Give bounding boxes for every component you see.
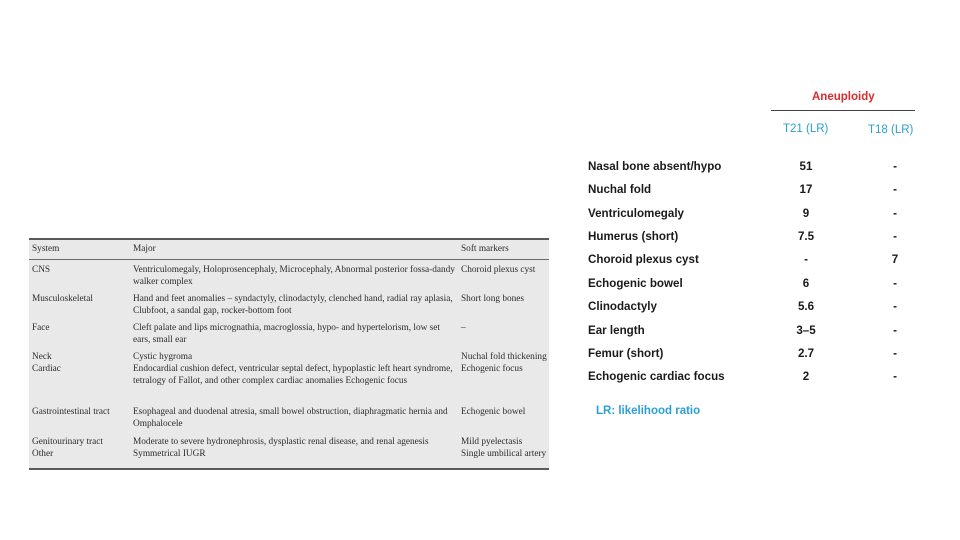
aneuploidy-header: Aneuploidy — [812, 91, 875, 103]
t21-value: 7.5 — [797, 230, 815, 243]
row-soft-marker: – — [461, 323, 466, 333]
row-soft-marker: Choroid plexus cyst — [461, 265, 536, 275]
likelihood-ratio-table — [580, 80, 940, 500]
row-major: Esophageal and duodenal atresia, small bowel obstruction, diaphragmatic hernia and Omphalocele — [133, 407, 448, 429]
marker-label: Echogenic bowel — [588, 277, 683, 290]
t21-column-header: T21 (LR) — [783, 123, 829, 135]
t18-value: - — [893, 324, 897, 337]
t21-value: 2.7 — [797, 347, 815, 360]
t21-value: 6 — [802, 277, 810, 290]
row-major: Cleft palate and lips micrognathia, macroglossia, hypo- and hypertelorism, low set ears, small ear — [133, 323, 440, 345]
marker-label: Clinodactyly — [588, 300, 657, 313]
marker-label: Femur (short) — [588, 347, 664, 360]
t18-value: - — [893, 347, 897, 360]
table-header-rule — [29, 259, 549, 260]
marker-label: Nasal bone absent/hypo — [588, 160, 722, 173]
marker-row — [588, 370, 928, 388]
marker-row — [588, 183, 928, 201]
row-system: Musculoskeletal — [32, 294, 93, 304]
marker-row — [588, 253, 928, 271]
row-soft-marker: Echogenic focus — [461, 364, 523, 374]
row-system: Genitourinary tract — [32, 437, 103, 447]
header-system: System — [32, 244, 60, 254]
anomalies-table — [29, 238, 549, 470]
row-system: CNS — [32, 265, 51, 275]
row-major: Cystic hygroma — [133, 352, 193, 362]
row-system: Other — [32, 449, 54, 459]
t18-value: - — [893, 277, 897, 290]
table-top-rule — [29, 238, 549, 240]
marker-row — [588, 324, 928, 342]
marker-label: Ear length — [588, 324, 645, 337]
marker-label: Nuchal fold — [588, 183, 652, 196]
marker-row — [588, 300, 928, 318]
row-soft-marker: Single umbilical artery — [461, 449, 547, 459]
row-major: Endocardial cushion defect, ventricular septal defect, hypoplastic left heart syndrome, tetralogy of Fallot, and other complex cardiac anomalies Echogenic focus — [133, 364, 453, 386]
row-soft-marker: Echogenic bowel — [461, 407, 526, 417]
marker-label: Choroid plexus cyst — [588, 253, 699, 266]
row-major: Moderate to severe hydronephrosis, dysplastic renal disease, and renal agenesis — [133, 437, 429, 447]
t21-value: 51 — [799, 160, 813, 173]
row-soft-marker: Short long bones — [461, 294, 525, 304]
lr-footnote: LR: likelihood ratio — [596, 405, 701, 417]
row-system: Neck — [32, 352, 52, 362]
t21-value: 2 — [802, 370, 810, 383]
marker-row — [588, 230, 928, 248]
t18-value: 7 — [891, 253, 899, 266]
t21-value: 3–5 — [796, 324, 816, 337]
row-major: Symmetrical IUGR — [133, 449, 206, 459]
row-system: Cardiac — [32, 364, 61, 374]
t18-value: - — [893, 160, 897, 173]
t18-value: - — [893, 370, 897, 383]
marker-row — [588, 277, 928, 295]
t18-value: - — [893, 183, 897, 196]
t18-column-header: T18 (LR) — [868, 124, 914, 136]
marker-label: Humerus (short) — [588, 230, 679, 243]
marker-label: Ventriculomegaly — [588, 207, 685, 220]
header-soft-markers: Soft markers — [461, 244, 509, 254]
t21-value: 17 — [799, 183, 813, 196]
t18-value: - — [893, 300, 897, 313]
aneuploidy-rule — [771, 110, 915, 111]
marker-row — [588, 207, 928, 225]
row-system: Gastrointestinal tract — [32, 407, 110, 417]
row-system: Face — [32, 323, 50, 333]
t21-value: - — [804, 253, 808, 266]
marker-label: Echogenic cardiac focus — [588, 370, 725, 383]
t18-value: - — [893, 207, 897, 220]
table-bottom-rule — [29, 468, 549, 470]
t21-value: 5.6 — [797, 300, 815, 313]
row-soft-marker: Nuchal fold thickening — [461, 352, 547, 362]
row-major: Ventriculomegaly, Holoprosencephaly, Microcephaly, Abnormal posterior fossa-dandy walker complex — [133, 265, 455, 287]
marker-row — [588, 347, 928, 365]
header-major: Major — [133, 244, 156, 254]
row-soft-marker: Mild pyelectasis — [461, 437, 523, 447]
row-major: Hand and feet anomalies – syndactyly, clinodactyly, clenched hand, radial ray aplasia, Clubfoot, a sandal gap, rocker-bottom foot — [133, 294, 453, 316]
t18-value: - — [893, 230, 897, 243]
t21-value: 9 — [802, 207, 810, 220]
marker-row — [588, 160, 928, 178]
